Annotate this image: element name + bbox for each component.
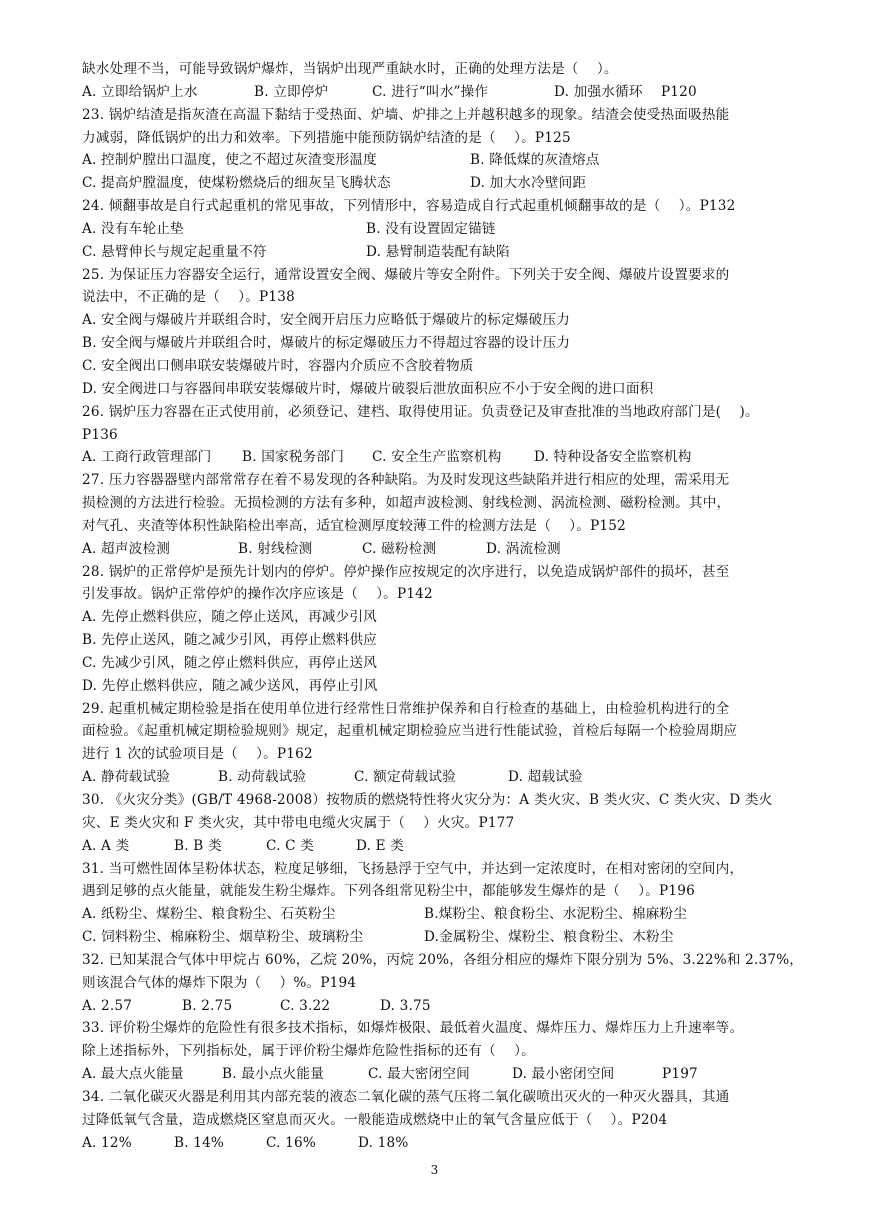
option-item: B. 射线检测: [238, 540, 313, 557]
text-line: 27. 压力容器器壁内部常常存在着不易发现的各种缺陷。为及时发现这些缺陷并进行相应的处理，需采用无: [82, 472, 730, 489]
option-item: C. C 类: [266, 837, 315, 854]
options-row: [82, 835, 812, 858]
text-line: 26. 锅炉压力容器在正式使用前，必须登记、建档、取得使用证。负责登记及审查批准的当地政府部门是( )。: [82, 403, 759, 420]
option-item: C. 饲料粉尘、棉麻粉尘、烟草粉尘、玻璃粉尘: [82, 929, 364, 946]
option-item: D. E 类: [356, 837, 405, 854]
option-item: D. 18%: [358, 1134, 409, 1151]
text-line: D. 安全阀进口与容器间串联安装爆破片时，爆破片破裂后泄放面积应不小于安全阀的进口面积: [82, 380, 654, 397]
option-item: B. 最小点火能量: [222, 1066, 324, 1083]
option-item: D. 加强水循环 P120: [554, 83, 697, 100]
text-line: 30. 《火灾分类》(GB/T 4968-2008）按物质的燃烧特性将火灾分为：A 类火灾、B 类火灾、C 类火灾、D 类火: [82, 792, 773, 808]
text-line: 33. 评价粉尘爆炸的危险性有很多技术指标，如爆炸极限、最低着火温度、爆炸压力、爆炸压力上升速率等。: [82, 1020, 744, 1037]
option-item: C. 安全生产监察机构: [372, 449, 502, 466]
option-item: A. 没有车轮止垫: [82, 220, 184, 237]
text-line: 32. 已知某混合气体中甲烷占 60%，乙烷 20%，丙烷 20%，各组分相应的爆炸下限分别为 5%、3.22%和 2.37%，: [82, 951, 804, 968]
options-row: [82, 1132, 812, 1155]
text-line: 进行 1 次的试验项目是（ ）。P162: [82, 746, 313, 763]
options-row: [82, 446, 812, 469]
option-item: C. 16%: [266, 1134, 316, 1151]
text-line: 面检验。《起重机械定期检验规则》规定，起重机械定期检验应当进行性能试验，首检后每隔一个检验周期应: [82, 723, 738, 740]
text-line: 对气孔、夹渣等体积性缺陷检出率高，适宜检测厚度较薄工件的检测方法是（ ）。P152: [82, 517, 626, 534]
text-line: 遇到足够的点火能量，就能发生粉尘爆炸。下列各组常见粉尘中，都能够发生爆炸的是（ ）。P196: [82, 883, 695, 900]
text-line: D. 先停止燃料供应，随之减少送风，再停止引风: [82, 677, 378, 694]
options-row: [82, 81, 812, 104]
text-line: 灾、E 类火灾和 F 类火灾，其中带电电缆火灾属于（ ）火灾。P177: [82, 814, 515, 831]
option-item: A. 12%: [82, 1134, 132, 1151]
option-item: B. 动荷载试验: [218, 769, 307, 786]
option-item: B.煤粉尘、粮食粉尘、水泥粉尘、棉麻粉尘: [424, 906, 687, 923]
option-item: C. 额定荷载试验: [354, 769, 456, 786]
option-item: P197: [662, 1066, 698, 1083]
option-item: C. 最大密闭空间: [368, 1066, 470, 1083]
option-item: A. A 类: [82, 837, 130, 854]
option-item: B. 降低煤的灰渣熔点: [470, 152, 600, 169]
option-item: D. 加大水冷壁间距: [470, 175, 587, 192]
options-row: [82, 241, 812, 264]
option-item: A. 纸粉尘、煤粉尘、粮食粉尘、石英粉尘: [82, 906, 336, 923]
text-line: 23. 锅炉结渣是指灰渣在高温下黏结于受热面、炉墙、炉排之上并越积越多的现象。结渣会使受热面吸热能: [82, 106, 730, 123]
text-line: 34. 二氧化碳灭火器是利用其内部充装的液态二氧化碳的蒸气压将二氧化碳喷出灭火的一种灭火器具，其通: [82, 1088, 730, 1105]
text-line: B. 安全阀与爆破片并联组合时，爆破片的标定爆破压力不得超过容器的设计压力: [82, 335, 571, 352]
option-item: A. 工商行政管理部门: [82, 449, 212, 466]
options-row: [82, 1063, 812, 1086]
option-item: A. 超声波检测: [82, 540, 171, 557]
text-line: A. 安全阀与爆破片并联组合时，安全阀开启压力应略低于爆破片的标定爆破压力: [82, 312, 571, 329]
text-line: A. 先停止燃料供应，随之停止送风，再减少引风: [82, 609, 377, 626]
text-line: 29. 起重机械定期检验是指在使用单位进行经常性日常维护保养和自行检查的基础上，由检验机构进行的全: [82, 700, 730, 717]
option-item: D.金属粉尘、煤粉尘、粮食粉尘、木粉尘: [424, 929, 674, 946]
option-item: D. 涡流检测: [486, 540, 561, 557]
text-line: C. 安全阀出口侧串联安装爆破片时，容器内介质应不含胶着物质: [82, 357, 474, 374]
text-line: 则该混合气体的爆炸下限为（ ）%。P194: [82, 974, 357, 991]
option-item: D. 悬臂制造装配有缺陷: [366, 243, 510, 260]
option-item: B. 立即停炉: [254, 83, 329, 100]
option-item: C. 悬臂伸长与规定起重量不符: [82, 243, 267, 260]
document-body: [82, 58, 812, 1155]
options-row: [82, 903, 812, 926]
text-line: 除上述指标外，下列指标处，属于评价粉尘爆炸危险性指标的还有（ ）。: [82, 1043, 535, 1060]
option-item: C. 磁粉检测: [362, 540, 437, 557]
text-line: 25. 为保证压力容器安全运行，通常设置安全阀、爆破片等安全附件。下列关于安全阀、爆破片设置要求的: [82, 266, 730, 283]
options-row: [82, 766, 812, 789]
text-line: 缺水处理不当，可能导致锅炉爆炸，当锅炉出现严重缺水时，正确的处理方法是（ ）。: [82, 61, 618, 77]
text-line: 说法中，不正确的是（ ）。P138: [82, 289, 295, 306]
option-item: D. 3.75: [380, 997, 431, 1014]
options-row: [82, 538, 812, 561]
option-item: B. 14%: [174, 1134, 225, 1151]
option-item: B. 国家税务部门: [242, 449, 344, 466]
option-item: A. 最大点火能量: [82, 1066, 184, 1083]
text-line: C. 先减少引风，随之停止燃料供应，再停止送风: [82, 654, 378, 671]
options-row: [82, 995, 812, 1018]
text-line: 28. 锅炉的正常停炉是预先计划内的停炉。停炉操作应按规定的次序进行，以免造成锅炉部件的损坏，甚至: [82, 563, 730, 580]
option-item: A. 控制炉膛出口温度，使之不超过灰渣变形温度: [82, 152, 377, 169]
option-item: D. 超载试验: [508, 769, 583, 786]
options-row: [82, 172, 812, 195]
option-item: A. 静荷载试验: [82, 769, 171, 786]
options-row: [82, 218, 812, 241]
option-item: B. B 类: [174, 837, 222, 854]
page-number: 3: [430, 1163, 439, 1177]
option-item: B. 2.75: [182, 997, 233, 1014]
options-row: [82, 149, 812, 172]
text-line: 31. 当可燃性固体呈粉体状态，粒度足够细，飞扬悬浮于空气中，并达到一定浓度时，在相对密闭的空间内，: [82, 860, 744, 877]
text-line: 24. 倾翻事故是自行式起重机的常见事故，下列情形中，容易造成自行式起重机倾翻事故的是（ ）。P132: [82, 198, 736, 215]
option-item: A. 2.57: [82, 997, 133, 1014]
option-item: B. 没有设置固定锚链: [366, 220, 496, 237]
option-item: A. 立即给锅炉上水: [82, 83, 198, 100]
text-line: 力减弱，降低锅炉的出力和效率。下列措施中能预防锅炉结渣的是（ ）。P125: [82, 129, 571, 146]
option-item: D. 特种设备安全监察机构: [534, 449, 692, 466]
text-line: P136: [82, 426, 118, 443]
text-line: 损检测的方法进行检验。无损检测的方法有多种，如超声波检测、射线检测、涡流检测、磁粉检测。其中，: [82, 495, 731, 512]
text-line: 引发事故。锅炉正常停炉的操作次序应该是（ ）。P142: [82, 586, 433, 603]
options-row: [82, 926, 812, 949]
text-line: 过降低氧气含量，造成燃烧区窒息而灭火。一般能造成燃烧中止的氧气含量应低于（ ）。P204: [82, 1111, 668, 1128]
option-item: C. 进行“叫水”操作: [372, 83, 489, 100]
option-item: C. 提高炉膛温度，使煤粉燃烧后的细灰呈飞腾状态: [82, 175, 391, 192]
option-item: D. 最小密闭空间: [512, 1066, 615, 1083]
text-line: B. 先停止送风，随之减少引风，再停止燃料供应: [82, 632, 378, 649]
option-item: C. 3.22: [280, 997, 331, 1014]
